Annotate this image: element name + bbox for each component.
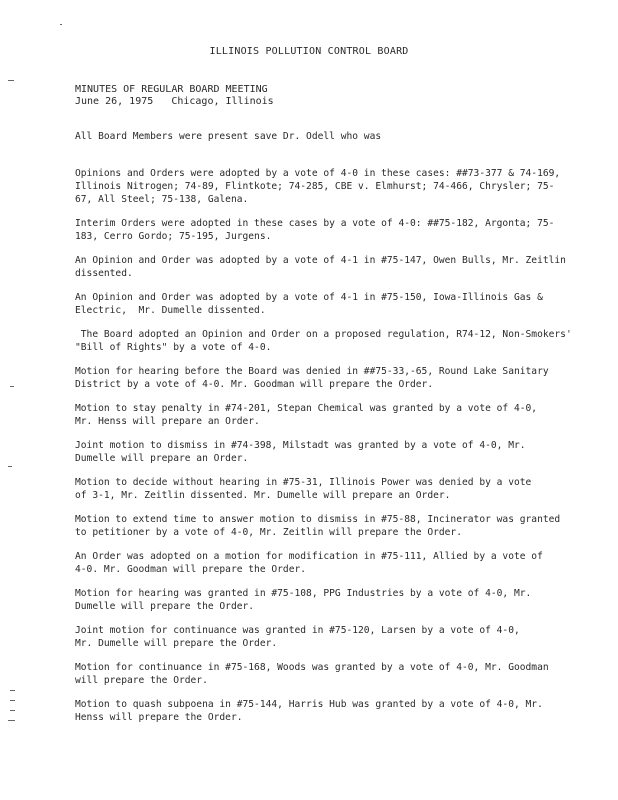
minutes-paragraph	[75, 130, 595, 143]
paragraph-line: An Order was adopted on a motion for modification in #75-111, Allied by a vote of	[75, 551, 543, 562]
paragraph-line: Joint motion to dismiss in #74-398, Milstadt was granted by a vote of 4-0, Mr.	[75, 440, 526, 451]
scan-speck	[10, 710, 15, 711]
minutes-paragraph	[75, 587, 595, 613]
scan-speck	[8, 720, 15, 721]
paragraph-line: Motion for continuance in #75-168, Woods was granted by a vote of 4-0, Mr. Goodman	[75, 662, 549, 673]
paragraph-line: Joint motion for continuance was granted in #75-120, Larsen by a vote of 4-0,	[75, 625, 520, 636]
paragraph-line: Motion to quash subpoena in #75-144, Harris Hub was granted by a vote of 4-0, Mr.	[75, 699, 543, 710]
paragraph-line: Motion to stay penalty in #74-201, Stepan Chemical was granted by a vote of 4-0,	[75, 403, 538, 414]
paragraph-line: 183, Cerro Gordo; 75-195, Jurgens.	[75, 231, 272, 242]
minutes-paragraph	[75, 624, 595, 650]
paragraph-line: All Board Members were present save Dr. Odell who was	[75, 131, 382, 142]
minutes-paragraph	[75, 513, 595, 539]
meeting-info	[75, 84, 274, 108]
paragraph-line: Illinois Nitrogen; 74-89, Flintkote; 74-285, CBE v. Elmhurst; 74-466, Chrysler; 75-	[75, 181, 555, 192]
scan-speck	[60, 24, 62, 25]
paragraph-line: Dumelle will prepare the Order.	[75, 601, 255, 612]
minutes-paragraph	[75, 328, 595, 354]
paragraph-line: An Opinion and Order was adopted by a vote of 4-1 in #75-147, Owen Bulls, Mr. Zeitlin	[75, 255, 566, 266]
paragraph-line: to petitioner by a vote of 4-0, Mr. Zeitlin will prepare the Order.	[75, 527, 462, 538]
scan-speck	[10, 386, 14, 387]
minutes-paragraph	[75, 439, 595, 465]
meeting-date-location: June 26, 1975 Chicago, Illinois	[75, 96, 274, 107]
minutes-paragraph	[75, 550, 595, 576]
paragraph-line: dissented.	[75, 268, 133, 279]
paragraph-line: Electric, Mr. Dumelle dissented.	[75, 305, 266, 316]
paragraph-line: Henss will prepare the Order.	[75, 712, 243, 723]
minutes-paragraph	[75, 217, 595, 243]
paragraph-line: Motion to extend time to answer motion to dismiss in #75-88, Incinerator was granted	[75, 514, 561, 525]
minutes-paragraph	[75, 476, 595, 502]
board-title: ILLINOIS POLLUTION CONTROL BOARD	[209, 46, 409, 57]
paragraph-line: Motion for hearing was granted in #75-108, PPG Industries by a vote of 4-0, Mr.	[75, 588, 532, 599]
paragraph-line: "Bill of Rights" by a vote of 4-0.	[75, 342, 272, 353]
paragraph-line: Interim Orders were adopted in these cases by a vote of 4-0: ##75-182, Argonta; 75-	[75, 218, 555, 229]
paragraph-line: Mr. Dumelle will prepare the Order.	[75, 638, 278, 649]
paragraph-line: will prepare the Order.	[75, 675, 208, 686]
minutes-paragraph	[75, 254, 595, 280]
minutes-paragraph	[75, 167, 595, 206]
paragraph-line: Opinions and Orders were adopted by a vote of 4-0 in these cases: ##73-377 & 74-169,	[75, 168, 561, 179]
scan-speck	[8, 466, 12, 467]
paragraph-line: 67, All Steel; 75-138, Galena.	[75, 194, 249, 205]
paragraph-line: An Opinion and Order was adopted by a vote of 4-1 in #75-150, Iowa-Illinois Gas &	[75, 292, 543, 303]
paragraph-line: District by a vote of 4-0. Mr. Goodman will prepare the Order.	[75, 379, 434, 390]
paragraph-line: Dumelle will prepare an Order.	[75, 453, 249, 464]
scan-speck	[8, 80, 14, 81]
paragraph-line: Motion to decide without hearing in #75-31, Illinois Power was denied by a vote	[75, 477, 532, 488]
minutes-paragraph	[75, 402, 595, 428]
minutes-paragraph	[75, 698, 595, 724]
paragraph-line: 4-0. Mr. Goodman will prepare the Order.	[75, 564, 307, 575]
minutes-paragraph	[75, 365, 595, 391]
minutes-paragraph	[75, 291, 595, 317]
paragraph-line: The Board adopted an Opinion and Order on a proposed regulation, R74-12, Non-Smokers'	[75, 329, 572, 340]
scan-speck	[10, 690, 15, 691]
paragraph-line: Mr. Henss will prepare an Order.	[75, 416, 260, 427]
paragraph-line: Motion for hearing before the Board was denied in ##75-33,-65, Round Lake Sanitary	[75, 366, 549, 377]
scan-speck	[10, 700, 15, 701]
minutes-paragraph	[75, 661, 595, 687]
paragraph-line: of 3-1, Mr. Zeitlin dissented. Mr. Dumelle will prepare an Order.	[75, 490, 451, 501]
meeting-heading: MINUTES OF REGULAR BOARD MEETING	[75, 84, 268, 95]
